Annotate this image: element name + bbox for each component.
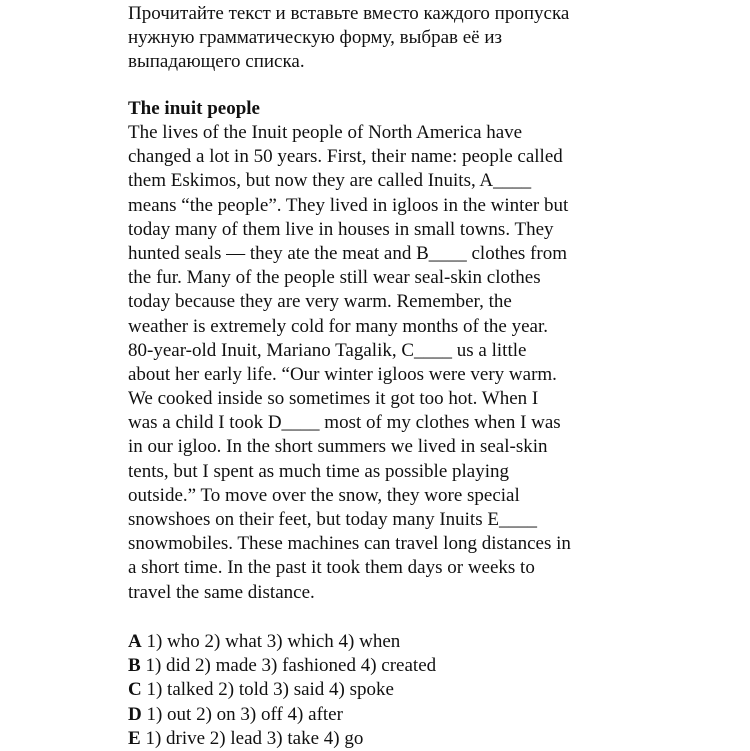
- instruction-line: нужную грамматическую форму, выбрав её из: [128, 27, 503, 49]
- task-instruction: [128, 2, 569, 75]
- option-row-e: [128, 727, 436, 751]
- passage-line-gap-b: hunted seals — they ate the meat and B____ clothes from: [128, 242, 567, 264]
- option-letter: E: [128, 727, 141, 749]
- option-row-b: [128, 654, 436, 678]
- passage-line: tents, but I spent as much time as possible playing: [128, 460, 510, 482]
- passage-line: We cooked inside so sometimes it got too hot. When I: [128, 388, 539, 410]
- option-letter: C: [128, 679, 142, 701]
- answer-options: [128, 630, 436, 751]
- passage-line: in our igloo. In the short summers we lived in seal-skin: [128, 436, 548, 458]
- passage-line: means “the people”. They lived in igloos in the winter but: [128, 194, 569, 216]
- passage-line: travel the same distance.: [128, 581, 315, 603]
- option-choices: 1) who 2) what 3) which 4) when: [146, 631, 401, 652]
- passage-line: the fur. Many of the people still wear seal-skin clothes: [128, 267, 541, 289]
- passage-line: a short time. In the past it took them days or weeks to: [128, 557, 535, 579]
- passage-line: snowmobiles. These machines can travel long distances in: [128, 533, 571, 555]
- option-row-a: [128, 630, 436, 654]
- text-title: The inuit people: [128, 98, 260, 119]
- reading-passage: [128, 121, 571, 605]
- passage-line: about her early life. “Our winter igloos were very warm.: [128, 363, 557, 385]
- passage-line-gap-d: was a child I took D____ most of my clothes when I was: [128, 412, 561, 434]
- passage-line: changed a lot in 50 years. First, their name: people called: [128, 146, 563, 168]
- option-choices: 1) talked 2) told 3) said 4) spoke: [146, 679, 394, 701]
- passage-line: today many of them live in houses in small towns. They: [128, 218, 554, 240]
- passage-line-gap-e: snowshoes on their feet, but today many Inuits E____: [128, 509, 537, 530]
- option-choices: 1) drive 2) lead 3) take 4) go: [145, 727, 364, 749]
- passage-line-gap-a: them Eskimos, but now they are called Inuits, A____: [128, 170, 532, 192]
- passage-line: today because they are very warm. Remember, the: [128, 291, 512, 313]
- passage-line-gap-c: 80-year-old Inuit, Mariano Tagalik, C____ us a little: [128, 339, 527, 361]
- passage-line: The lives of the Inuit people of North America have: [128, 122, 523, 143]
- option-row-c: [128, 678, 436, 702]
- instruction-line: выпадающего списка.: [128, 51, 305, 73]
- option-letter: B: [128, 655, 141, 677]
- option-row-d: [128, 703, 436, 727]
- passage-line: outside.” To move over the snow, they wore special: [128, 484, 520, 506]
- option-choices: 1) out 2) on 3) off 4) after: [146, 703, 343, 725]
- option-letter: A: [128, 631, 142, 652]
- passage-line: weather is extremely cold for many months of the year.: [128, 315, 548, 337]
- instruction-line: Прочитайте текст и вставьте вместо каждого пропуска: [128, 3, 570, 24]
- option-letter: D: [128, 703, 142, 725]
- option-choices: 1) did 2) made 3) fashioned 4) created: [145, 655, 437, 677]
